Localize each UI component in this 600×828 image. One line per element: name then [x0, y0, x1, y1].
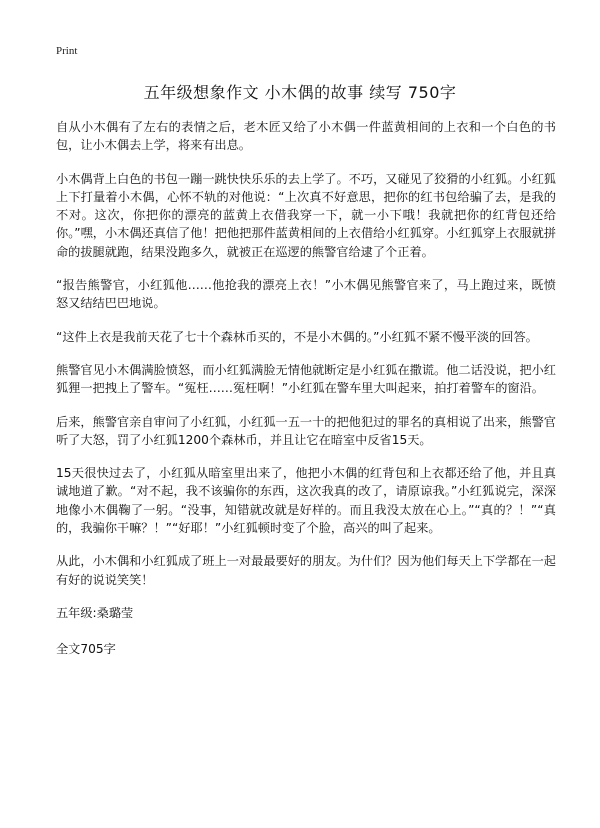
paragraph-6: 后来，熊警官亲自审问了小红狐，小红狐一五一十的把他犯过的罪名的真相说了出来，熊警官听了大怒，罚了小红狐1200个森林币，并且让它在暗室中反省15天。 — [56, 414, 556, 447]
paragraph-7: 15天很快过去了，小红狐从暗室里出来了，他把小木偶的红背包和上衣都还给了他，并且真诚地道了歉。“对不起，我不该骗你的东西，这次我真的改了，请原谅我。”小红狐说完，深深地像小木偶鞠了一躬。“没事，知错就改就是好样的。而且我没太放在心上。”“真的？！”“真的，我骗你干嘛？！”“好耶！”小红狐顿时变了个脸，高兴的叫了起来。 — [56, 466, 556, 536]
print-label: Print — [56, 45, 78, 57]
paragraph-1: 自从小木偶有了左右的表情之后，老木匠又给了小木偶一件蓝黄相间的上衣和一个白色的书包，让小木偶去上学，将来有出息。 — [56, 120, 556, 153]
paragraph-5: 熊警官见小木偶满脸愤怒，而小红狐满脸无情他就断定是小红狐在撒谎。他二话没说，把小红狐狸一把拽上了警车。“冤枉……冤枉啊！”小红狐在警车里大叫起来，拍打着警车的窗沿。 — [56, 362, 556, 396]
article-body — [56, 118, 556, 676]
word-count-line: 全文705字 — [56, 641, 116, 656]
author-line: 五年级:桑璐莹 — [56, 605, 134, 620]
paragraph-4: “这件上衣是我前天花了七十个森林币买的，不是小木偶的。”小红狐不紧不慢平淡的回答。 — [56, 329, 538, 344]
paragraph-8: 从此，小木偶和小红狐成了班上一对最最要好的朋友。为什们？因为他们每天上下学都在一起有好的说说笑笑！ — [56, 554, 556, 587]
document-title: 五年级想象作文 小木偶的故事 续写 750字 — [143, 83, 457, 102]
paragraph-2: 小木偶背上白色的书包一蹦一跳快快乐乐的去上学了。不巧，又碰见了狡猾的小红狐。小红狐上下打量着小木偶，心怀不轨的对他说：“上次真不好意思，把你的红书包给骗了去，是我的不对。这次，你把你的漂亮的蓝黄上衣借我穿一下，就一小下哦！我就把你的红背包还给你。”嘿，小木偶还真信了他！把他把那件蓝黄相间的上衣借给小红狐穿。小红狐穿上衣服就拼命的拔腿就跑，结果没跑多久，就被正在巡逻的熊警官给逮了个正着。 — [56, 171, 556, 259]
paragraph-3: “报告熊警官，小红狐他……他抢我的漂亮上衣！”小木偶见熊警官来了，马上跑过来，既愤怒又结结巴巴地说。 — [56, 278, 556, 311]
